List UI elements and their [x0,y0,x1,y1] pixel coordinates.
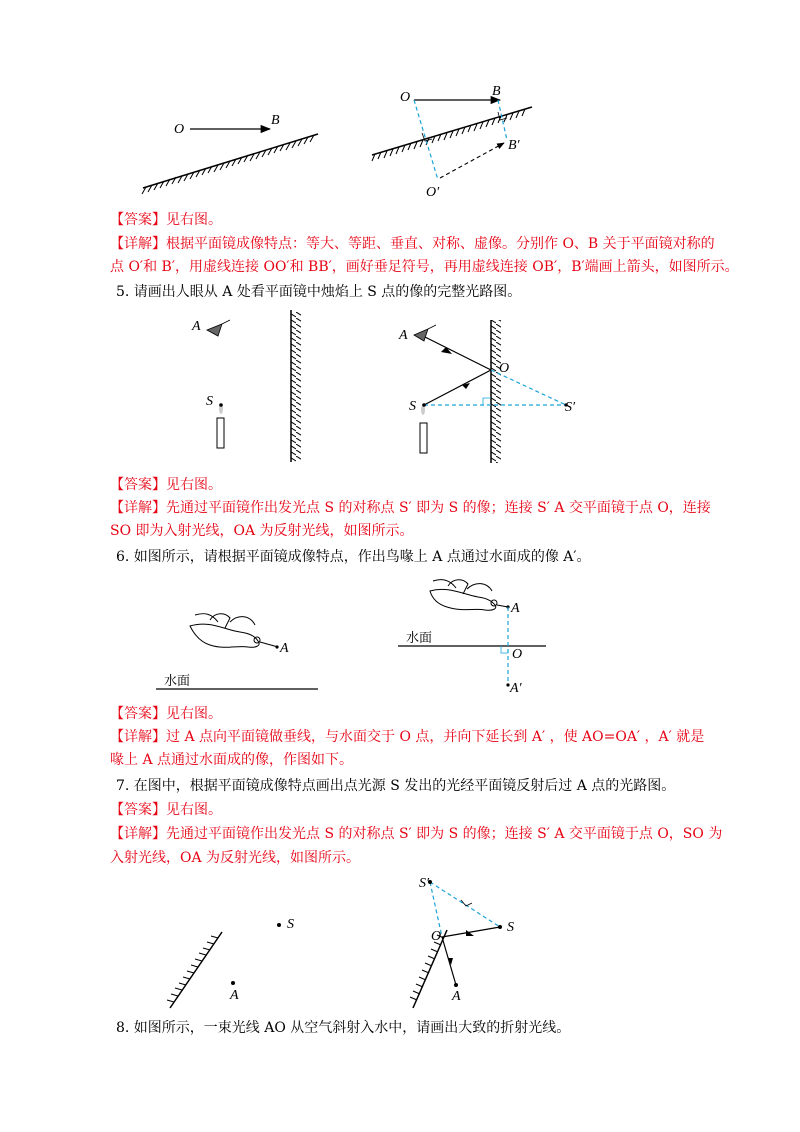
point-A [231,981,235,985]
q4-detail-line1: 【详解】根据平面镜成像特点：等大、等距、垂直、对称、虚像。分别作 O、B 关于平面镜对称的 [110,236,715,252]
q7-right-figure [410,876,514,1008]
q7-answer: 【答案】见右图。 [110,802,222,818]
label-O: O [174,122,185,137]
q6-detail-line1: 【详解】过 A 点向平面镜做垂线，与水面交于 O 点，并向下延长到 A′ ，使 AO=OA′ ，A′ 就是 [110,729,705,745]
q6-right-figure [398,580,546,696]
q7-detail-line1: 【详解】先通过平面镜作出发光点 S 的对称点 S′ 即为 S 的像；连接 S′ A 交平面镜于点 O，SO 为 [110,826,723,842]
q5-left-figure [191,310,301,462]
q6-question: 6. 如图所示，请根据平面镜成像特点，作出鸟喙上 A 点通过水面成的像 A′。 [116,549,591,565]
q6-answer: 【答案】见右图。 [110,706,222,722]
bird-icon [190,614,278,648]
inclined-mirror [170,932,222,1008]
label-water: 水面 [406,631,433,646]
q4-detail-line2: 点 O′和 B′，用虚线连接 OO′和 BB′，画好垂足符号，再用虚线连接 OB′，B′端画上箭头，如图所示。 [110,259,739,275]
q7-detail-line2: 入射光线，OA 为反射光线，如图所示。 [110,850,361,866]
label-S-prime: S′ [565,400,576,415]
candle-icon [420,403,427,453]
eye-icon [414,325,436,341]
q4-left-figure [142,113,318,194]
point-A [454,983,458,987]
q5-right-figure [398,320,576,463]
q5-answer: 【答案】见右图。 [110,477,222,493]
dashed-OO-prime [414,100,438,180]
dashed-OB-prime [440,143,504,178]
ray-arrowhead [466,930,474,936]
label-A: A [230,988,239,1003]
q8-question: 8. 如图所示，一束光线 AO 从空气斜射入水中，请画出大致的折射光线。 [116,1020,571,1036]
label-B-prime: B′ [508,138,520,153]
vertical-mirror-hatch [491,320,501,463]
incident-ray-SO [424,370,491,405]
bird-icon [430,580,508,611]
label-S: S [409,399,416,414]
point-S [498,925,502,929]
inclined-mirror [413,930,447,1008]
label-O: O [431,929,442,944]
reflected-ray-OA [425,337,491,370]
ray-arrowhead [441,347,452,354]
label-A: A [192,319,201,334]
label-A: A [452,989,461,1004]
perpendicular-mark [501,646,508,653]
label-water: 水面 [164,674,191,689]
q5-detail-line2: SO 即为入射光线，OA 为反射光线，如图所示。 [110,523,414,539]
label-B: B [271,113,280,128]
label-B: B [492,84,501,99]
label-S: S [287,917,294,932]
mirror-hatching [167,936,218,1002]
q6-detail-line2: 喙上 A 点通过水面成的像，作图如下。 [110,752,354,768]
label-A: A [280,641,289,656]
label-A: A [399,328,408,343]
label-S: S [507,920,514,935]
candle-icon [217,403,224,448]
q6-left-figure [156,614,318,689]
q7-question: 7. 在图中，根据平面镜成像特点画出点光源 S 发出的光经平面镜反射后过 A 点的光路图。 [116,778,676,794]
reflected-ray-OA [442,937,456,985]
q7-left-figure [167,917,294,1008]
label-O: O [512,647,523,662]
mirror-hatching [410,935,444,1000]
point-A [275,645,278,648]
vertical-mirror-hatch [291,312,301,462]
eye-icon [207,320,230,336]
label-S-prime: S′ [419,876,430,891]
label-O: O [499,361,510,376]
perpendicular-mark [483,398,491,405]
label-A-prime: A′ [510,681,522,696]
label-A: A [511,601,520,616]
label-S: S [206,394,213,409]
label-O-prime: O′ [426,185,440,200]
point-S [277,923,281,927]
q5-detail-line1: 【详解】先通过平面镜作出发光点 S 的对称点 S′ 即为 S 的像；连接 S′ A 交平面镜于点 O，连接 [110,500,711,516]
q4-right-figure [372,84,532,200]
q5-question: 5. 请画出人眼从 A 处看平面镜中烛焰上 S 点的像的完整光路图。 [116,284,522,300]
q4-answer: 【答案】见右图。 [110,212,222,228]
label-O: O [400,90,411,105]
